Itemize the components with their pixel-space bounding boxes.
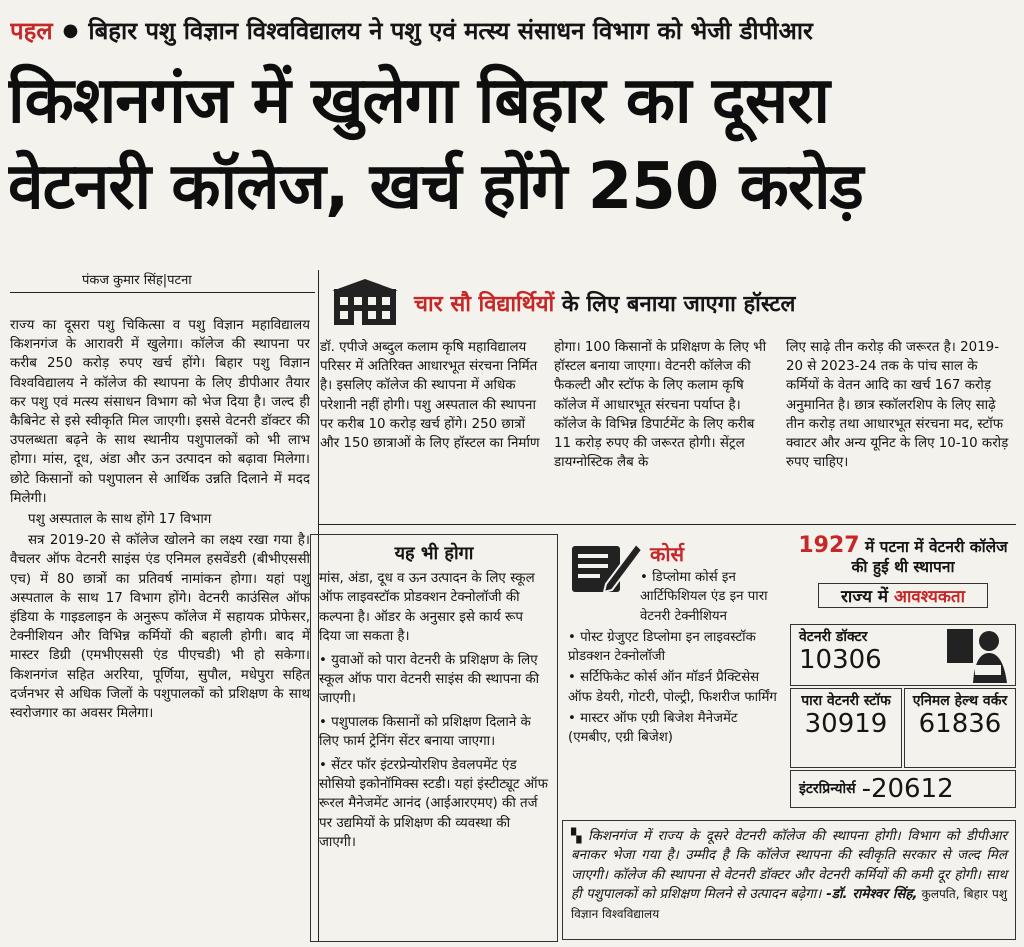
also-title: यह भी होगा: [394, 543, 474, 564]
hostel-bottom-rule: [318, 524, 1016, 525]
byline-rule: [10, 292, 315, 293]
hostel-subhead: [330, 278, 1010, 328]
quote-role: कुलपति, बिहार पशु विज्ञान विश्वविद्यालय: [571, 887, 1007, 921]
course-item-4: • मास्टर ऑफ एग्री बिजेश मैनेजमेंट (एमबीए, एग्री बिजेश): [568, 711, 738, 746]
hostel-title-rest: के लिए बनाया जाएगा हॉस्टल: [554, 292, 796, 317]
quote-text: किशनगंज में राज्य के दूसरे वेटनरी कॉलेज की स्थापना होगी। विभाग को डीपीआर बनाकर भेजा गया है। उम्मीद है कि कॉलेज स्थापना की स्वीकृति सरकार से जल्द मिल जाएगी। कॉलेज की स्थापना से वेटनरी डॉक्टर और वेटनरी कर्मियों की कमी दूर होगी। साथ ही पशुपालकों को प्रशिक्षण मिलने से उत्पादन बढ़ेगा।: [571, 829, 1007, 903]
hostel-text-b: होगा। 100 किसानों के प्रशिक्षण के लिए भी हॉस्टल बनाया जाएगा। वेटनरी कॉलेज की फैकल्टी और स्टॉफ के लिए कलाम कृषि कॉलेज में आधारभूत संरचना पर्याप्त है। कॉलेज के विभिन्न डिपार्टमेंट के लिए करीब 11 करोड़ रुपए की जरूरत होगी। सेंट्रल डायग्नोस्टिक लैब के: [554, 340, 767, 471]
requirement-heading: [818, 583, 988, 608]
kicker: [10, 10, 1014, 50]
also-item-1: • युवाओं को पारा वेटनरी के प्रशिक्षण के लिए स्कूल ऑफ पारा वेटनरी साइंस की स्थापना की जाएगी।: [319, 652, 540, 707]
para-vet-stat: [790, 688, 902, 768]
course-item-3: • सर्टिफिकेट कोर्स ऑन मॉडर्न प्रैक्टिसेस ऑफ डेयरी, गोटरी, पोल्ट्री, फिशरीज फार्मिंग: [568, 670, 777, 705]
headline-line-1: किशनगंज में खुलेगा बिहार का दूसरा: [8, 64, 829, 138]
hostel-column-c: [786, 338, 1012, 522]
building-icon: [330, 279, 400, 327]
hostel-column-b: [554, 338, 772, 522]
hostel-text-a: डॉ. एपीजे अब्दुल कलाम कृषि महाविद्यालय परिसर में अतिरिक्त आधारभूत संरचना निर्मित है। इसलिए कॉलेज की स्थापना में अधिक परेशानी नहीं होगी। पशु अस्पताल की स्थापना पर करीब 10 करोड़ खर्च होंगे। 250 छात्रों और 150 छात्राओं के लिए हॉस्टल का निर्माण: [320, 340, 540, 452]
quote-mark-icon: ▚: [571, 829, 582, 844]
kicker-tag: पहल: [10, 16, 53, 45]
story-paragraph-1: राज्य का दूसरा पशु चिकित्सा व पशु विज्ञान महाविद्यालय किशनगंज के आरावरी में खुलेगा। कॉलेज की स्थापना पर करीब 250 करोड़ रुपए खर्च होंगे। बिहार पशु विज्ञान विश्वविद्यालय ने कॉलेज की स्थापना के लिए डीपीआर तैयार कर पशु एवं मत्स्य संसाधन विभाग को भेज दिया है। जल्द ही कैबिनेट से इसे स्वीकृति मिल जाएगी। इससे वेटनरी डॉक्टर की उपलब्धता बढ़ने के साथ स्थानीय पशुपालकों को भी लाभ होगा। मांस, दूध, अंडा और ऊन उत्पादन को बढ़ावा मिलेगा। छोटे किसानों को पशुपालन से आर्थिक उन्नति दिलाने में मदद मिलेगी।: [10, 318, 310, 506]
quote-author: -डॉ. रामेश्वर सिंह,: [821, 887, 918, 903]
story-paragraph-2: सत्र 2019-20 से कॉलेज खोलने का लक्ष्य रखा गया है। वैचलर ऑफ वेटनरी साइंस एंड एनिमल हसवेंडरी (बीभीएससी एच) में 80 छात्रों का प्रतिवर्ष नामांकन होगा। यहां पशु अस्पताल के साथ 17 विभाग होंगे। वेटनरी काउंसिल ऑफ इंडिया के गाइडलाइन के अनुरूप कॉलेज में सहायक प्रोफेसर, टेक्नीशियन और विभिन्न कर्मियों की बहाली होगी। बाद में मास्टर डिग्री (एमभीएससी एंड पीएचडी) भी हो सकेगा। किशनगंज सहित अररिया, पूर्णिया, सुपौल, मधेपुरा सहित दर्जनभर से अधिक जिलों के पशुपालकों को प्रशिक्षण के साथ स्वरोजगार का अवसर मिलेगा।: [10, 533, 310, 722]
story-subhead: पशु अस्पताल के साथ होंगे 17 विभाग: [28, 512, 212, 528]
animal-health-label: एनिमल हेल्थ वर्कर: [912, 693, 1008, 709]
also-item-2: • पशुपालक किसानों को प्रशिक्षण दिलाने के लिए फार्म ट्रेनिंग सेंटर बनाया जाएगा।: [319, 714, 531, 750]
animal-health-stat: [904, 688, 1016, 768]
also-intro: मांस, अंडा, दूध व ऊन उत्पादन के लिए स्कूल ऑफ लाइवस्टॉक प्रोडक्शन टेक्नोलॉजी की कल्पना है। ऑडर के अनुसार इसे कार्य रूप दिया जा सकता है।: [319, 571, 535, 645]
entrepreneur-stat: [790, 770, 1016, 808]
doctor-value: 10306: [799, 645, 882, 675]
doctor-silhouette-icon: [945, 627, 1009, 683]
requirement-heading-prefix: राज्य में: [840, 587, 894, 607]
requirement-heading-highlight: आवश्यकता: [893, 587, 965, 607]
kicker-bullet: ●: [62, 19, 79, 41]
requirement-panel: [790, 533, 1016, 810]
headline: [8, 58, 1016, 230]
byline: पंकज कुमार सिंह|पटना: [82, 273, 192, 288]
entrepreneur-value: -20612: [861, 774, 954, 804]
history-text: में पटना में वेटनरी कॉलेज की हुई थी स्थापना: [851, 538, 1008, 576]
history-year: 1927: [798, 533, 860, 558]
para-vet-value: 30919: [804, 709, 888, 739]
course-item-2: • पोस्ट ग्रेजुएट डिप्लोमा इन लाइवस्टॉक प्रोडक्शन टेक्नोलॉजी: [568, 629, 756, 665]
course-title: कोर्स: [650, 542, 685, 566]
course-list: [568, 568, 783, 818]
history-note: [790, 533, 1016, 577]
animal-health-value: 61836: [918, 709, 1002, 739]
doctor-stat: [790, 624, 1016, 686]
kicker-text: बिहार पशु विज्ञान विश्वविद्यालय ने पशु एवं मत्स्य संसाधन विभाग को भेजी डीपीआर: [88, 16, 813, 45]
vc-quote: [562, 820, 1016, 940]
also-item-3: • सेंटर फॉर इंटरप्रेन्योरशिप डेवलपमेंट एंड सोसियो इकोनॉमिक्स स्टडी। यहां इंस्टीट्यूट ऑफ रूरल मैनेजमेंट आनंद (आईआरएमए) की तर्ज पर उद्यमियों के प्रशिक्षण की व्यवस्था की जाएगी।: [319, 757, 548, 851]
hostel-title: [414, 288, 795, 318]
doctor-label: वेटनरी डॉक्टर: [799, 629, 868, 645]
para-vet-label: पारा वेटनरी स्टॉफ: [801, 693, 891, 709]
headline-line-2: वेटनरी कॉलेज, खर्च होंगे 250 करोड़: [8, 150, 863, 224]
also-box: [310, 534, 558, 942]
hostel-text-c: लिए साढ़े तीन करोड़ की जरूरत है। 2019-20 से 2023-24 तक के पांच साल के कर्मियों के वेतन आदि का खर्च 167 करोड़ अनुमानित है। छात्र स्कॉलरशिप के लिए साढ़े तीन करोड़ तथा आधारभूत संरचना मद, स्टॉफ क्वाटर और अन्य यूनिट के लिए 10-10 करोड़ रुपए चाहिए।: [786, 340, 1009, 471]
hostel-title-highlight: चार सौ विद्यार्थियों: [414, 292, 555, 317]
entrepreneur-label: इंटरप्रिन्योर्स: [799, 781, 856, 797]
main-story-column: [10, 316, 310, 942]
course-item-1: • डिप्लोमा कोर्स इन आर्टिफिशियल एंड इन पारा वेटनरी टेक्नीशियन: [640, 570, 768, 624]
hostel-column-a: [320, 338, 542, 522]
